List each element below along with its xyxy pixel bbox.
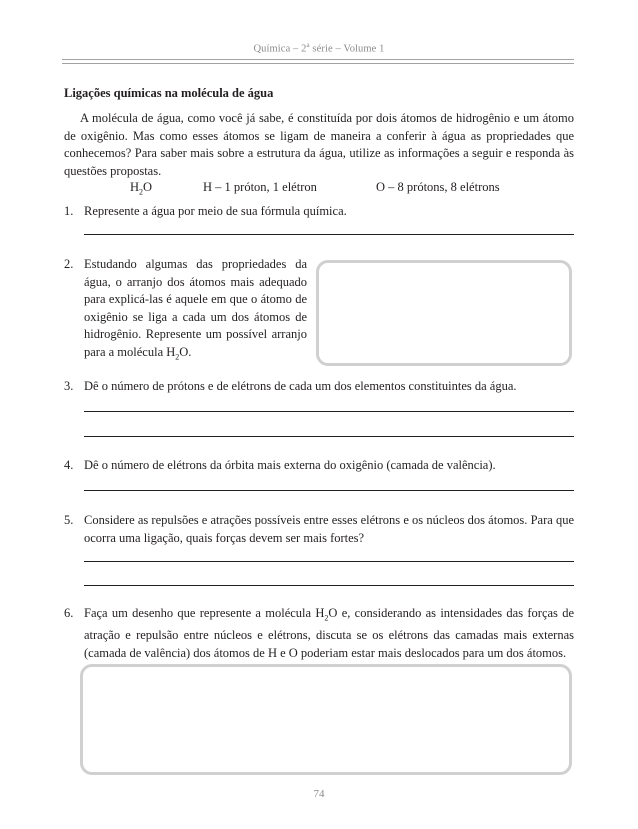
page-number: 74 [313, 788, 325, 800]
question-6: 6. Faça um desenho que represente a molécula $H_2O$ e, considerando as intensidades das forças de atração e repulsão entre núcleos e elétrons, discuta se os elétrons das camadas mais externas (camada de valência) dos átomos de H e O poderiam estar mais deslocados para um dos átomos. [64, 606, 574, 660]
answer-line-3b[interactable] [84, 436, 574, 437]
running-header: Química – 2$^a$ série – Volume 1 [253, 41, 385, 55]
answer-line-4[interactable] [84, 490, 574, 491]
water-formula: $H_2O$ [130, 180, 153, 197]
answer-line-5a[interactable] [84, 561, 574, 562]
question-1: 1. Represente a água por meio de sua fórmula química. [64, 204, 347, 218]
answer-line-3a[interactable] [84, 411, 574, 412]
header-rule-top [62, 59, 574, 60]
answer-line-1[interactable] [84, 234, 574, 235]
hydrogen-info: H – 1 próton, 1 elétron [203, 180, 317, 194]
answer-line-5b[interactable] [84, 585, 574, 586]
question-4: 4. Dê o número de elétrons da órbita mais externa do oxigênio (camada de valência). [64, 458, 496, 472]
header-rule-bottom [62, 63, 574, 64]
question-3: 3. Dê o número de prótons e de elétrons de cada um dos elementos constituintes da água. [64, 379, 517, 393]
question-5: 5. Considere as repulsões e atrações possíveis entre esses elétrons e os núcleos dos átomos. Para que ocorra uma ligação, quais forças devem ser mais fortes? [64, 513, 574, 545]
section-title: Ligações químicas na molécula de água [64, 86, 274, 100]
oxygen-info: O – 8 prótons, 8 elétrons [376, 180, 500, 194]
answer-box-6[interactable] [80, 664, 572, 775]
answer-box-2[interactable] [316, 260, 572, 366]
intro-paragraph: A molécula de água, como você já sabe, é constituída por dois átomos de hidrogênio e um átomo de oxigênio. Mas como esses átomos se ligam de maneira a conferir à água as propriedades que conhecemos? Para saber mais sobre a estrutura da água, utilize as informações a seguir e responda às questões propostas. [64, 111, 574, 178]
question-2: 2. Estudando algumas das propriedades da água, o arranjo dos átomos mais adequado para explicá-las é aquele em que o átomo de oxigênio se liga a cada um dos átomos de hidrogênio. Represente um possível arranjo para a molécula $H_2O$. [64, 257, 307, 361]
